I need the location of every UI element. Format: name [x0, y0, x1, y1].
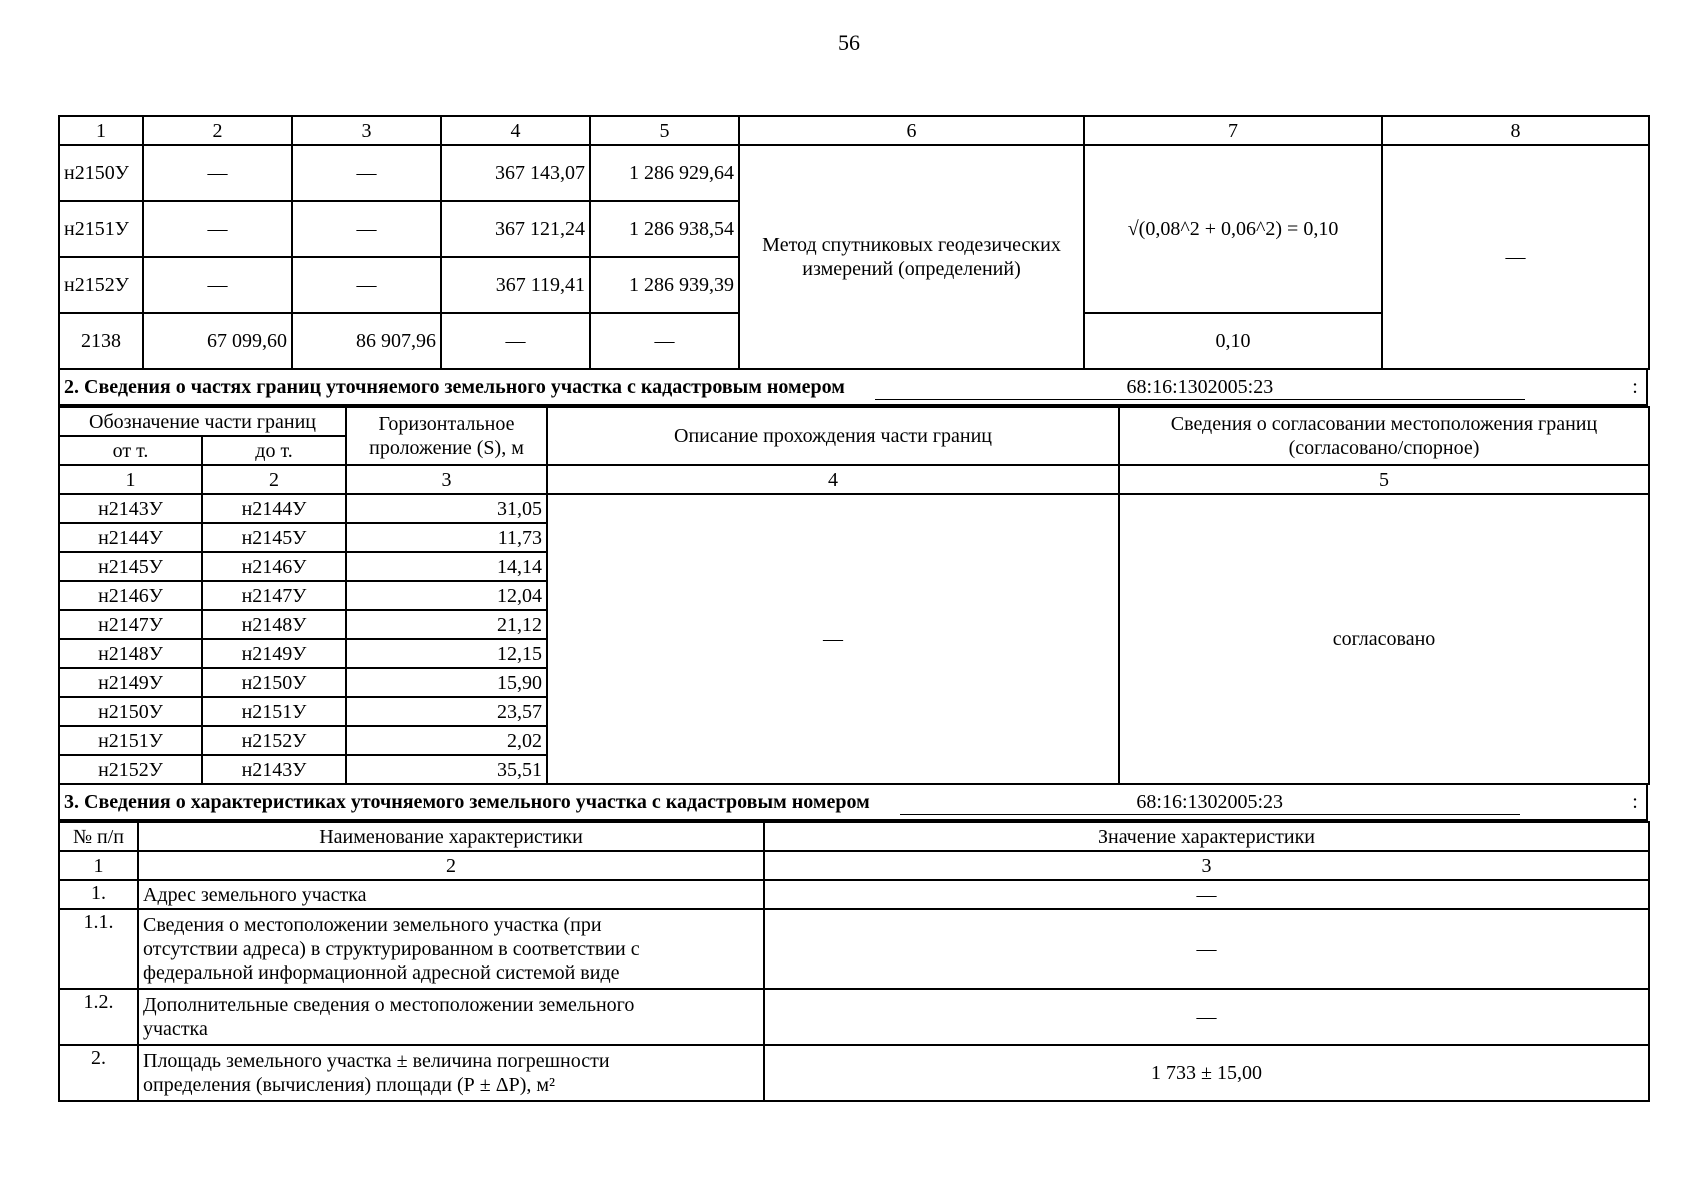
- new-x: 367 121,24: [441, 201, 590, 257]
- col-number: 8: [1382, 116, 1649, 145]
- col-number: 3: [764, 851, 1649, 880]
- old-x: 67 099,60: [143, 313, 292, 369]
- col-number: 2: [202, 465, 346, 494]
- to-point: н2148У: [202, 610, 346, 639]
- coordinates-header-row: [59, 116, 1649, 145]
- table-row: [59, 989, 1649, 1045]
- from-header: от т.: [59, 436, 202, 465]
- table-row: [59, 494, 1649, 523]
- row-number: 2.: [59, 1045, 138, 1101]
- from-point: н2152У: [59, 755, 202, 784]
- col-number: 6: [739, 116, 1084, 145]
- row-number: 1.2.: [59, 989, 138, 1045]
- col-number: 7: [1084, 116, 1382, 145]
- from-point: н2144У: [59, 523, 202, 552]
- boundary-header-row: [59, 407, 1649, 436]
- from-point: н2143У: [59, 494, 202, 523]
- old-x: —: [143, 257, 292, 313]
- horizontal-distance: 21,12: [346, 610, 547, 639]
- old-x: —: [143, 145, 292, 201]
- new-y: 1 286 929,64: [590, 145, 739, 201]
- page-number: 56: [838, 30, 860, 55]
- col-number: 5: [1119, 465, 1649, 494]
- col-number: 1: [59, 851, 138, 880]
- new-x: 367 143,07: [441, 145, 590, 201]
- to-point: н2145У: [202, 523, 346, 552]
- characteristics-header-row: [59, 822, 1649, 851]
- table-row: [59, 909, 1649, 989]
- characteristics-table: [58, 821, 1650, 1102]
- point-name: н2152У: [59, 257, 143, 313]
- col-number: 1: [59, 116, 143, 145]
- col-number: 5: [590, 116, 739, 145]
- to-point: н2151У: [202, 697, 346, 726]
- section3-cadastral-number: 68:16:1302005:23: [900, 790, 1520, 815]
- old-x: —: [143, 201, 292, 257]
- to-point: н2147У: [202, 581, 346, 610]
- accuracy-value: 0,10: [1084, 313, 1382, 369]
- old-y: 86 907,96: [292, 313, 441, 369]
- description-header: Описание прохождения части границ: [547, 407, 1119, 465]
- to-point: н2149У: [202, 639, 346, 668]
- agreement-status: согласовано: [1119, 494, 1649, 784]
- table-row: [59, 880, 1649, 909]
- boundary-description: —: [547, 494, 1119, 784]
- from-point: н2150У: [59, 697, 202, 726]
- method-cell: Метод спутниковых геодезических измерений (определений): [739, 145, 1084, 369]
- section2-cadastral-number: 68:16:1302005:23: [875, 375, 1525, 400]
- old-y: —: [292, 145, 441, 201]
- to-header: до т.: [202, 436, 346, 465]
- boundary-colnum-row: [59, 465, 1649, 494]
- horizontal-distance: 35,51: [346, 755, 547, 784]
- horizontal-header: Горизонтальное проложение (S), м: [346, 407, 547, 465]
- from-point: н2146У: [59, 581, 202, 610]
- document-body: [58, 115, 1648, 1102]
- to-point: н2144У: [202, 494, 346, 523]
- to-point: н2146У: [202, 552, 346, 581]
- section3-header: [58, 785, 1648, 821]
- col-number: 2: [138, 851, 764, 880]
- new-y: —: [590, 313, 739, 369]
- from-point: н2149У: [59, 668, 202, 697]
- horizontal-distance: 15,90: [346, 668, 547, 697]
- row-number: 1.1.: [59, 909, 138, 989]
- old-y: —: [292, 257, 441, 313]
- characteristics-colnum-row: [59, 851, 1649, 880]
- new-x: 367 119,41: [441, 257, 590, 313]
- point-name: 2138: [59, 313, 143, 369]
- section2-header: [58, 370, 1648, 406]
- point-name: н2151У: [59, 201, 143, 257]
- characteristic-value: —: [764, 880, 1649, 909]
- horizontal-distance: 2,02: [346, 726, 547, 755]
- from-point: н2151У: [59, 726, 202, 755]
- section2-colon: :: [1632, 375, 1638, 398]
- row-number: 1.: [59, 880, 138, 909]
- to-point: н2150У: [202, 668, 346, 697]
- agreement-header: Сведения о согласовании местоположения границ (согласовано/спорное): [1119, 407, 1649, 465]
- characteristic-name: Дополнительные сведения о местоположении земельного участка: [138, 989, 764, 1045]
- col-number: 2: [143, 116, 292, 145]
- horizontal-distance: 11,73: [346, 523, 547, 552]
- characteristic-value: —: [764, 989, 1649, 1045]
- col-number: 3: [346, 465, 547, 494]
- from-point: н2145У: [59, 552, 202, 581]
- old-y: —: [292, 201, 441, 257]
- col-number: 1: [59, 465, 202, 494]
- section3-colon: :: [1632, 790, 1638, 813]
- from-point: н2147У: [59, 610, 202, 639]
- from-point: н2148У: [59, 639, 202, 668]
- table-row: [59, 1045, 1649, 1101]
- col8-value: —: [1382, 145, 1649, 369]
- horizontal-distance: 12,04: [346, 581, 547, 610]
- horizontal-distance: 12,15: [346, 639, 547, 668]
- col-number: 4: [441, 116, 590, 145]
- num-header: № п/п: [59, 822, 138, 851]
- name-header: Наименование характеристики: [138, 822, 764, 851]
- accuracy-formula: √(0,08^2 + 0,06^2) = 0,10: [1084, 145, 1382, 313]
- new-x: —: [441, 313, 590, 369]
- coordinates-table: [58, 115, 1650, 370]
- to-point: н2143У: [202, 755, 346, 784]
- designation-header: Обозначение части границ: [59, 407, 346, 436]
- characteristic-value: 1 733 ± 15,00: [764, 1045, 1649, 1101]
- boundary-parts-table: [58, 406, 1650, 785]
- characteristic-name: Адрес земельного участка: [138, 880, 764, 909]
- new-y: 1 286 939,39: [590, 257, 739, 313]
- section3-title: 3. Сведения о характеристиках уточняемого земельного участка с кадастровым номером: [64, 790, 870, 813]
- section2-title: 2. Сведения о частях границ уточняемого земельного участка с кадастровым номером: [64, 375, 845, 398]
- characteristic-name: Площадь земельного участка ± величина погрешности определения (вычисления) площади (Р ± ΔР), м²: [138, 1045, 764, 1101]
- point-name: н2150У: [59, 145, 143, 201]
- new-y: 1 286 938,54: [590, 201, 739, 257]
- horizontal-distance: 23,57: [346, 697, 547, 726]
- horizontal-distance: 31,05: [346, 494, 547, 523]
- characteristic-value: —: [764, 909, 1649, 989]
- horizontal-distance: 14,14: [346, 552, 547, 581]
- value-header: Значение характеристики: [764, 822, 1649, 851]
- col-number: 4: [547, 465, 1119, 494]
- to-point: н2152У: [202, 726, 346, 755]
- table-row: [59, 145, 1649, 201]
- characteristic-name: Сведения о местоположении земельного участка (при отсутствии адреса) в структурированном в соответствии с федеральной информационной адресной системой виде: [138, 909, 764, 989]
- col-number: 3: [292, 116, 441, 145]
